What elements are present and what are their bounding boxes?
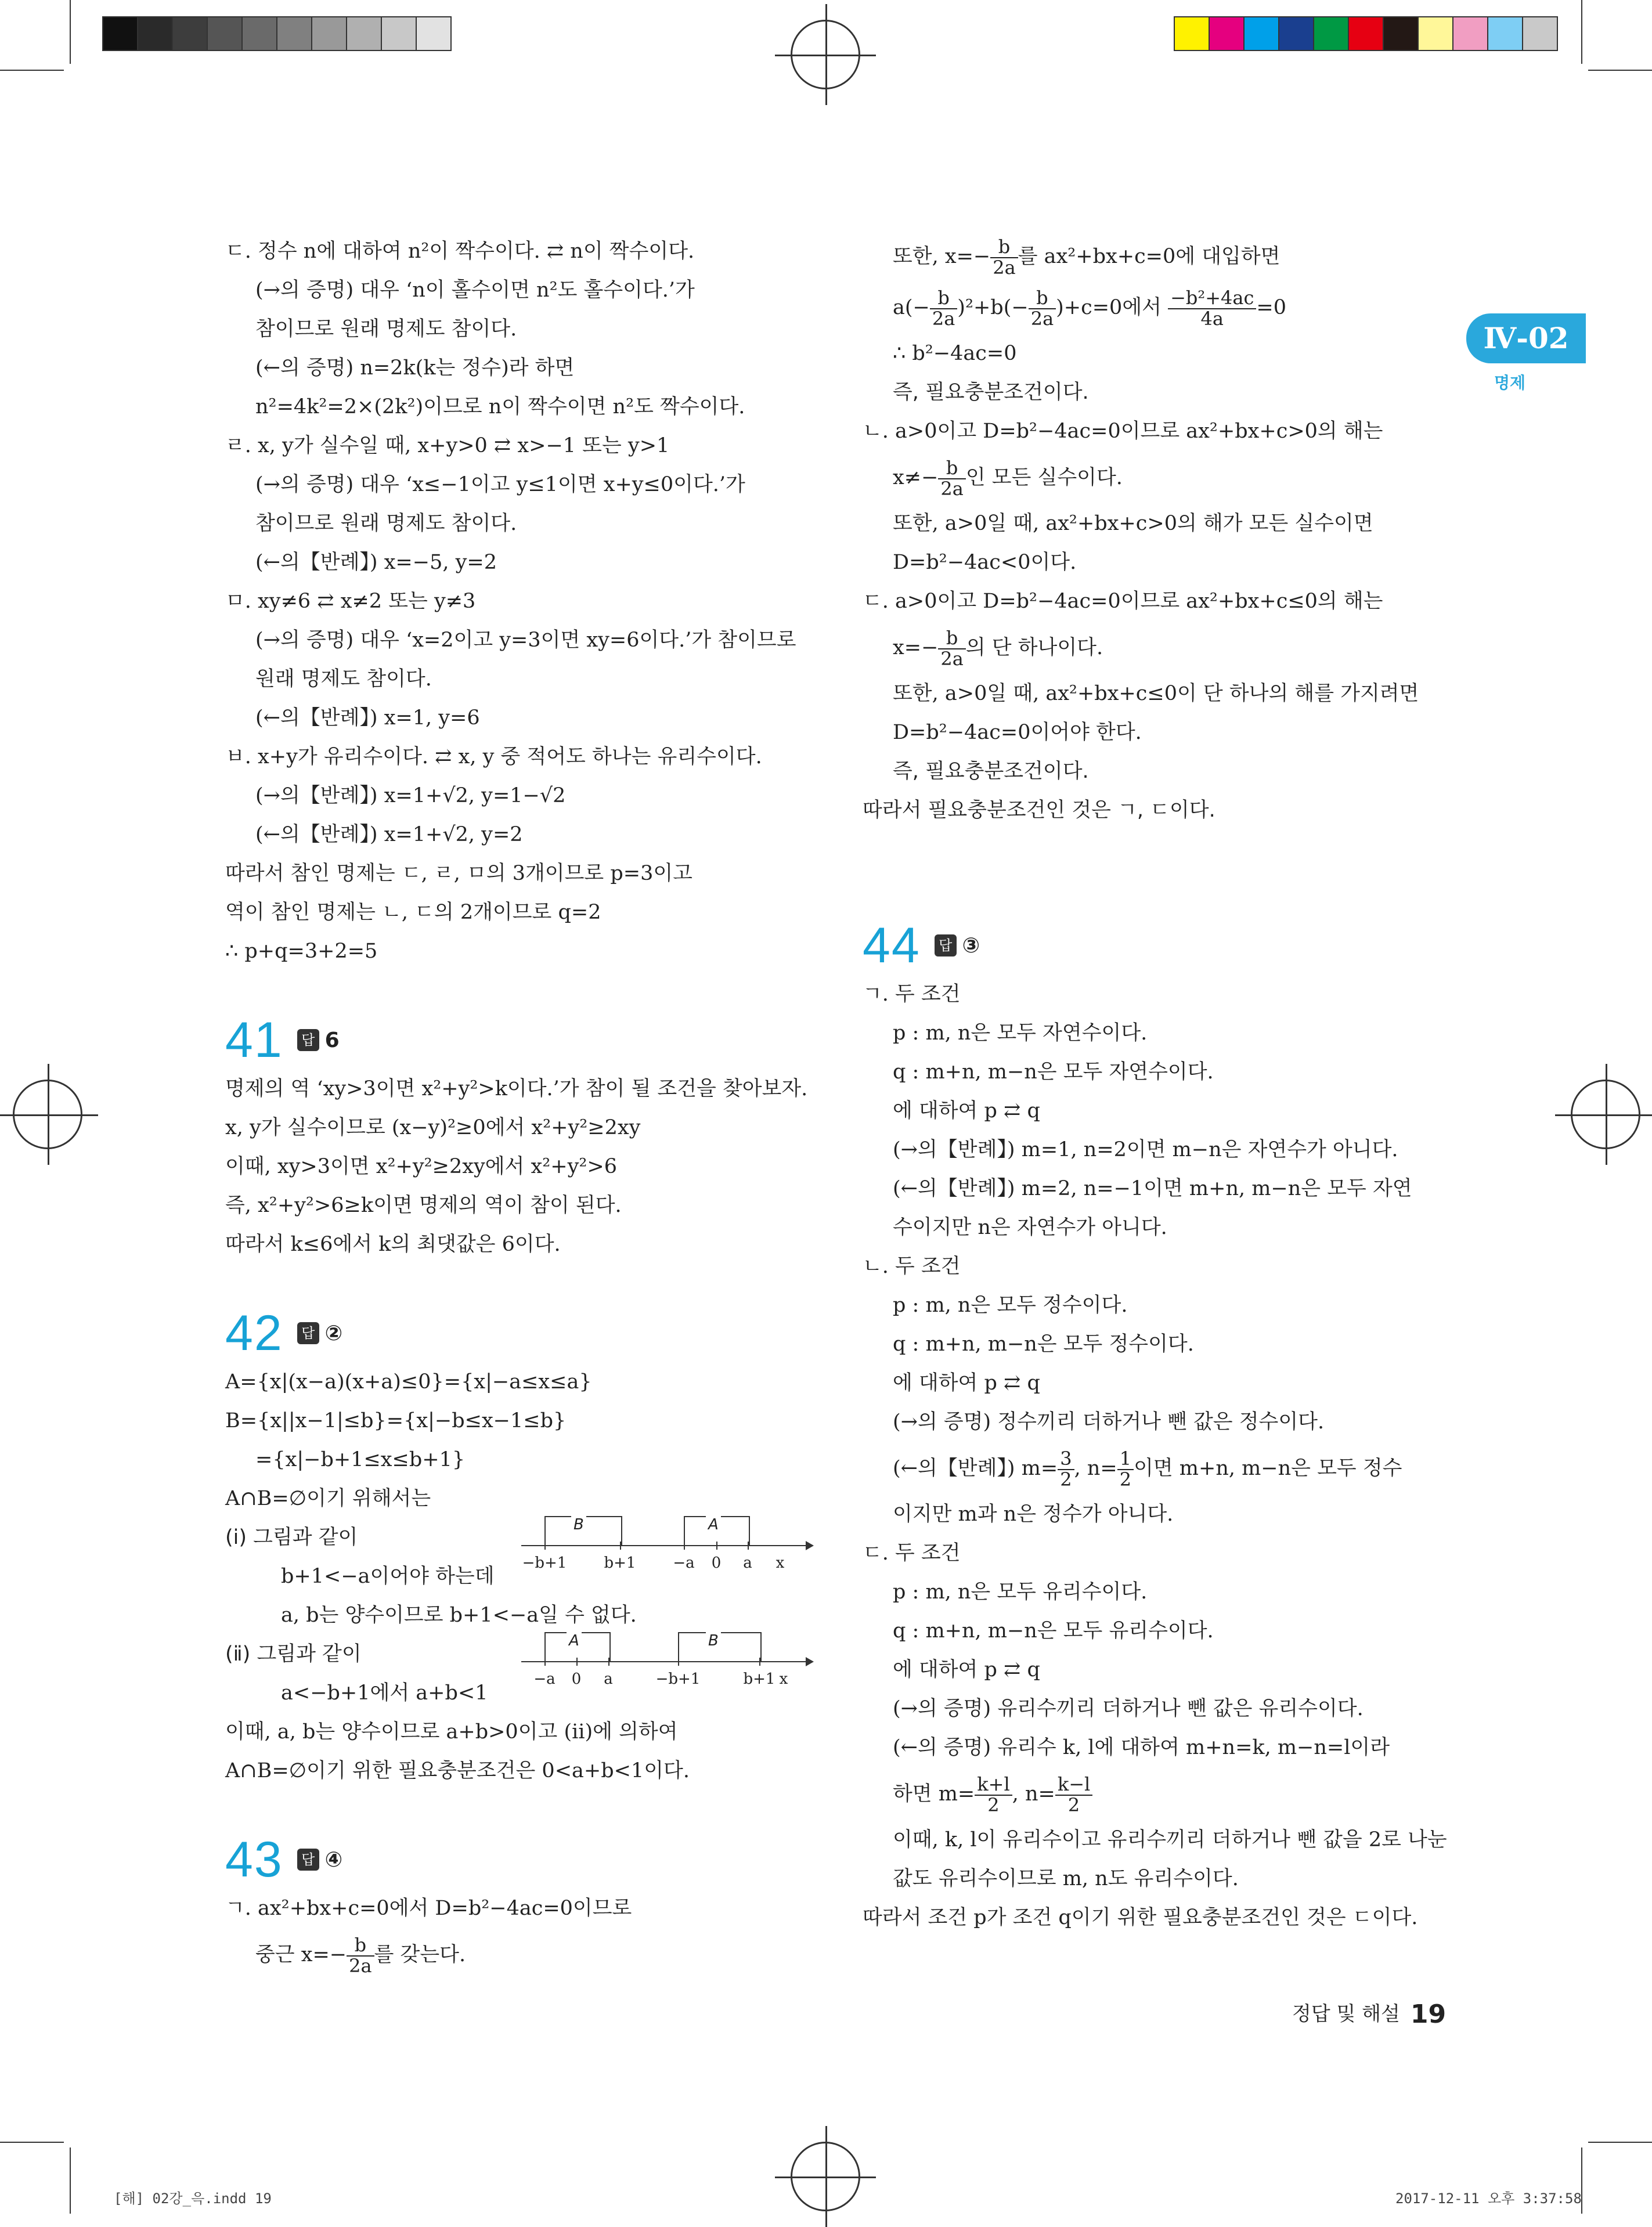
tick-label: a	[743, 1554, 752, 1572]
page-number: 19	[1410, 1999, 1447, 2029]
text-line: a(− $\frac{b}{2a}$ )²+b(− $\frac{b}{2a}$ )+c=0에서 $\frac{\text{−b²+4ac}}{4a}$ =0	[893, 286, 1286, 330]
registration-mark-icon	[13, 1080, 82, 1149]
q44-header	[863, 919, 1420, 972]
color-swatch	[102, 16, 138, 51]
tick-mark	[748, 1542, 749, 1550]
color-swatch	[137, 16, 173, 51]
number-line-figure-1	[521, 1508, 811, 1578]
text-line: A∩B=∅이기 위한 필요충분조건은 0<a+b<1이다.	[225, 1759, 690, 1782]
text-line: ㄴ. 두 조건	[863, 1255, 961, 1278]
text-line: 중근 x=− $\frac{b}{2a}$ 를 갖는다.	[255, 1933, 466, 1977]
text-line: (→의 증명) 유리수끼리 더하거나 뺀 값은 유리수이다.	[893, 1697, 1364, 1720]
fraction: $\frac{k+l}{2}$	[975, 1775, 1012, 1815]
tick-mark	[576, 1658, 578, 1666]
interval-label: B	[571, 1516, 586, 1533]
fraction: $\frac{b}{2a}$	[1029, 288, 1056, 329]
interval-label: B	[706, 1632, 721, 1650]
text-line: 참이므로 원래 명제도 참이다.	[255, 512, 517, 535]
footer-label: 정답 및 해설	[1292, 2002, 1400, 2026]
text-line: 따라서 조건 p가 조건 q이기 위한 필요충분조건인 것은 ㄷ이다.	[863, 1906, 1418, 1929]
color-swatch	[1209, 16, 1245, 51]
answer-badge: 답	[297, 1322, 319, 1344]
color-swatch	[1174, 16, 1210, 51]
text-line: (←의【반례】) x=1+√2, y=2	[255, 823, 523, 846]
text-line: 이때, k, l이 유리수이고 유리수끼리 더하거나 뺀 값을 2로 나눈	[893, 1828, 1447, 1851]
text-line: 에 대하여 p ⇄ q	[893, 1099, 1040, 1122]
crop-mark	[70, 0, 71, 64]
fraction: $\frac{1}{2}$	[1117, 1449, 1134, 1489]
text-line: p : m, n은 모두 정수이다.	[893, 1294, 1128, 1317]
crop-mark	[1581, 0, 1582, 64]
tick-mark	[678, 1658, 679, 1666]
right-column	[863, 232, 1447, 1937]
set-b-interval	[678, 1632, 762, 1662]
text-line: ㄱ. 두 조건	[863, 983, 961, 1006]
fraction: $\frac{k-l}{2}$	[1055, 1775, 1092, 1815]
text-line: 즉, 필요충분조건이다.	[893, 381, 1089, 404]
text-line: 하면 m= $\frac{k+l}{2}$ , n= $\frac{k-l}{2}$	[863, 1767, 1420, 1821]
slug-filename: [해] 02강_윽.indd 19	[114, 2190, 272, 2207]
text-line: (←의 증명) 유리수 k, l에 대하여 m+n=k, m−n=l이라	[893, 1736, 1390, 1759]
registration-mark-icon	[791, 20, 860, 89]
answer-value: ④	[324, 1847, 343, 1872]
text-line: 에 대하여 p ⇄ q	[893, 1371, 1040, 1395]
question-number: 41	[225, 1012, 283, 1068]
text-line: A∩B=∅이기 위해서는	[225, 1487, 431, 1510]
text-line: (←의【반례】) m= $\frac{3}{2}$ , n= $\frac{1}{2}$ 이면 m+n, m−n은 모두 정수	[893, 1447, 1402, 1490]
tick-label: b+1	[743, 1670, 775, 1688]
fraction: $\frac{b}{2a}$	[347, 1936, 374, 1976]
left-column	[225, 232, 811, 1981]
q42-solution	[225, 1363, 811, 1791]
q42-header	[225, 1307, 811, 1359]
tick-mark	[544, 1658, 546, 1666]
text-line: (←의【반례】) m=2, n=−1이면 m+n, m−n은 모두 자연	[893, 1177, 1412, 1200]
tick-mark	[716, 1542, 717, 1550]
tick-label: 0	[711, 1554, 722, 1572]
registration-mark-icon	[791, 2142, 860, 2211]
q41-header	[225, 1014, 811, 1066]
tick-mark	[759, 1658, 760, 1666]
fraction: $\frac{b}{2a}$	[938, 629, 965, 669]
text-line: (→의 증명) 정수끼리 더하거나 뺀 값은 정수이다.	[893, 1410, 1325, 1434]
text-line: 명제의 역 ‘xy>3이면 x²+y²>k이다.’가 참이 될 조건을 찾아보자.	[225, 1077, 808, 1100]
color-swatch	[346, 16, 382, 51]
fraction: $\frac{\text{−b²+4ac}}{4a}$	[1168, 288, 1256, 329]
text-line: 또한, x=− $\frac{b}{2a}$ 를 ax²+bx+c=0에 대입하면	[893, 235, 1281, 279]
text-line: a<−b+1에서 a+b<1	[281, 1681, 488, 1705]
text-line: (→의 증명) 대우 ‘x≤−1이고 y≤1이면 x+y≤0이다.’가	[255, 473, 745, 496]
tick-label: a	[604, 1670, 613, 1688]
fraction: $\frac{b}{2a}$	[930, 288, 957, 329]
crop-mark	[0, 2142, 64, 2143]
text-line: ㄱ. ax²+bx+c=0에서 D=b²−4ac=0이므로	[225, 1897, 632, 1920]
text-line: x≠− $\frac{b}{2a}$ 인 모든 실수이다.	[893, 456, 1123, 500]
text-line: ㅁ. xy≠6 ⇄ x≠2 또는 y≠3	[225, 590, 476, 613]
page-footer	[1292, 1998, 1446, 2029]
text-line: p : m, n은 모두 자연수이다.	[893, 1022, 1148, 1045]
crop-mark	[70, 2147, 71, 2214]
text-line: 에 대하여 p ⇄ q	[893, 1658, 1040, 1681]
text-line: 이때, xy>3이면 x²+y²≥2xy에서 x²+y²>6	[225, 1155, 617, 1178]
text-line: D=b²−4ac=0이어야 한다.	[893, 721, 1142, 744]
axis-label: x	[775, 1554, 785, 1572]
crop-mark	[1588, 2142, 1652, 2143]
q40-solution-continued	[225, 232, 811, 971]
text-line: ㄷ. 두 조건	[863, 1542, 961, 1565]
text-line: 따라서 필요충분조건인 것은 ㄱ, ㄷ이다.	[863, 799, 1215, 822]
tick-label: −a	[673, 1554, 695, 1572]
text-line: b+1<−a이어야 하는데	[281, 1565, 495, 1588]
color-swatch	[1452, 16, 1488, 51]
chapter-tab: Ⅳ-02	[1466, 313, 1586, 363]
crop-mark	[0, 70, 64, 71]
tick-mark	[620, 1542, 621, 1550]
text-line: 따라서 참인 명제는 ㄷ, ㄹ, ㅁ의 3개이므로 p=3이고	[225, 862, 692, 885]
axis-label: x	[779, 1670, 788, 1688]
text-line: ㄴ. a>0이고 D=b²−4ac=0이므로 ax²+bx+c>0의 해는	[863, 420, 1383, 443]
text-line: 역이 참인 명제는 ㄴ, ㄷ의 2개이므로 q=2	[225, 901, 601, 924]
text-line: x=− $\frac{b}{2a}$ 의 단 하나이다.	[893, 626, 1103, 670]
text-line: (→의 증명) 대우 ‘n이 홀수이면 n²도 홀수이다.’가	[255, 279, 695, 302]
tick-label: 0	[571, 1670, 582, 1688]
text-line: ㄷ. a>0이고 D=b²−4ac=0이므로 ax²+bx+c≤0의 해는	[863, 590, 1383, 613]
color-swatch	[311, 16, 347, 51]
text-line: p : m, n은 모두 유리수이다.	[893, 1580, 1148, 1604]
text-line: 이때, a, b는 양수이므로 a+b>0이고 (ⅱ)에 의하여	[225, 1720, 678, 1744]
text-line: (→의【반례】) m=1, n=2이면 m−n은 자연수가 아니다.	[893, 1138, 1398, 1161]
q43-header	[225, 1833, 811, 1886]
color-swatch	[241, 16, 277, 51]
answer-badge: 답	[297, 1029, 319, 1051]
tick-label: −a	[533, 1670, 556, 1688]
text-line: 이지만 m과 n은 정수가 아니다.	[893, 1503, 1174, 1526]
text-line: ∴ b²−4ac=0	[893, 342, 1017, 365]
color-swatch	[276, 16, 312, 51]
text-line: (←의 증명) n=2k(k는 정수)라 하면	[255, 356, 575, 380]
answer-value: 6	[324, 1028, 340, 1052]
text-line: (←의【반례】) x=1, y=6	[255, 706, 480, 730]
answer-value: ②	[324, 1321, 343, 1345]
q41-solution	[225, 1070, 811, 1264]
color-swatch	[381, 16, 417, 51]
answer-value: ③	[962, 933, 980, 958]
text-line: 또한, a>0일 때, ax²+bx+c>0의 해가 모든 실수이면	[893, 512, 1373, 535]
text-line: 참이므로 원래 명제도 참이다.	[255, 317, 517, 341]
fraction: $\frac{b}{2a}$	[938, 459, 965, 499]
text-line: x, y가 실수이므로 (x−y)²≥0에서 x²+y²≥2xy	[225, 1116, 641, 1139]
tick-label: b+1	[604, 1554, 636, 1572]
text-line: 또한, a>0일 때, ax²+bx+c≤0이 단 하나의 해를 가지려면	[893, 682, 1419, 705]
color-swatch	[1313, 16, 1349, 51]
text-line: A={x|(x−a)(x+a)≤0}={x|−a≤x≤a}	[225, 1370, 592, 1394]
color-swatch	[1522, 16, 1558, 51]
question-number: 43	[225, 1832, 283, 1887]
slug-timestamp: 2017-12-11 오후 3:37:58	[1395, 2190, 1582, 2207]
text-line: q : m+n, m−n은 모두 자연수이다.	[893, 1060, 1214, 1084]
answer-badge: 답	[297, 1849, 319, 1871]
color-swatch	[1278, 16, 1314, 51]
registration-mark-icon	[1571, 1080, 1640, 1149]
q44-solution-part-b	[863, 1495, 1420, 1767]
q44-solution-part-c	[863, 1821, 1447, 1898]
text-line: 따라서 k≤6에서 k의 최댓값은 6이다.	[225, 1233, 561, 1256]
text-line: (→의【반례】) x=1+√2, y=1−√2	[255, 784, 566, 807]
tick-mark	[608, 1658, 609, 1666]
q44-solution-part-a	[863, 975, 1420, 1442]
text-line: 즉, 필요충분조건이다.	[893, 760, 1089, 783]
text-line: (←의【반례】) x=−5, y=2	[255, 551, 497, 574]
text-line: (ⅰ) 그림과 같이	[225, 1526, 358, 1549]
set-b-interval	[544, 1516, 622, 1546]
color-swatch	[207, 16, 243, 51]
fraction: $\frac{b}{2a}$	[990, 237, 1018, 277]
text-line: q : m+n, m−n은 모두 정수이다.	[893, 1333, 1194, 1356]
color-swatch	[1243, 16, 1279, 51]
text-line: 즉, x²+y²>6≥k이면 명제의 역이 참이 된다.	[225, 1194, 622, 1217]
fraction: $\frac{3}{2}$	[1058, 1449, 1074, 1489]
tick-label: −b+1	[522, 1554, 567, 1572]
text-line: D=b²−4ac<0이다.	[893, 551, 1077, 574]
text-line: ={x|−b+1≤x≤b+1}	[255, 1448, 466, 1471]
set-a-interval	[544, 1632, 611, 1662]
text-line: q : m+n, m−n은 모두 유리수이다.	[893, 1619, 1214, 1643]
crop-mark	[1588, 70, 1652, 71]
interval-label: A	[706, 1516, 721, 1533]
text-line: ㄹ. x, y가 실수일 때, x+y>0 ⇄ x>−1 또는 y>1	[225, 434, 670, 457]
text-line: 수이지만 n은 자연수가 아니다.	[893, 1216, 1167, 1239]
text-line: B={x||x−1|≤b}={x|−b≤x−1≤b}	[225, 1409, 567, 1432]
interval-label: A	[567, 1632, 582, 1650]
color-swatch	[1383, 16, 1419, 51]
text-line: ㅂ. x+y가 유리수이다. ⇄ x, y 중 적어도 하나는 유리수이다.	[225, 745, 762, 768]
number-line-figure-2	[521, 1624, 811, 1694]
color-swatch	[416, 16, 452, 51]
question-number: 44	[863, 918, 921, 973]
cmyk-color-bar	[1174, 16, 1557, 51]
text-line: 값도 유리수이므로 m, n도 유리수이다.	[893, 1867, 1239, 1890]
color-swatch	[1417, 16, 1453, 51]
text-line: a, b는 양수이므로 b+1<−a일 수 없다.	[281, 1604, 637, 1627]
answer-badge: 답	[935, 934, 957, 957]
tick-label: −b+1	[655, 1670, 701, 1688]
color-swatch	[1348, 16, 1384, 51]
text-line: (ⅱ) 그림과 같이	[225, 1643, 362, 1666]
question-number: 42	[225, 1305, 283, 1361]
gray-color-bar	[102, 16, 450, 51]
color-swatch	[172, 16, 208, 51]
color-swatch	[1487, 16, 1523, 51]
text-line: ㄷ. 정수 n에 대하여 n²이 짝수이다. ⇄ n이 짝수이다.	[225, 240, 695, 263]
text-line: n²=4k²=2×(2k²)이므로 n이 짝수이면 n²도 짝수이다.	[255, 395, 745, 418]
tick-mark	[684, 1542, 685, 1550]
text-line: ∴ p+q=3+2=5	[225, 940, 378, 963]
tick-mark	[544, 1542, 546, 1550]
text-line: 원래 명제도 참이다.	[255, 667, 432, 691]
chapter-tab-subtitle: 명제	[1494, 373, 1526, 392]
text-line: (→의 증명) 대우 ‘x=2이고 y=3이면 xy=6이다.’가 참이므로	[255, 629, 796, 652]
